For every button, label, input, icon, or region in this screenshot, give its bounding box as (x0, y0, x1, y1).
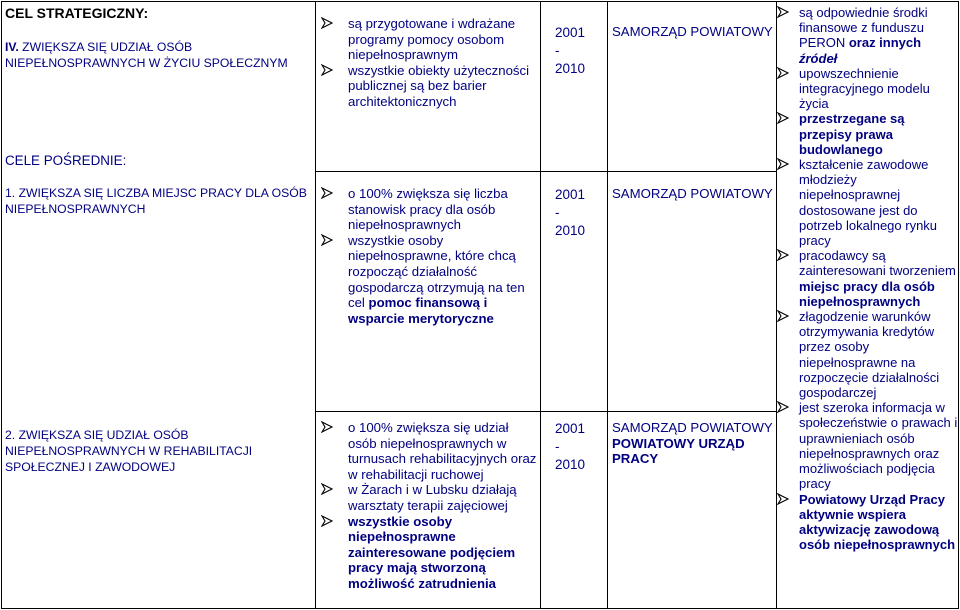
period (541, 420, 607, 474)
indicator-text: pomoc finansową i wsparcie merytoryczne (348, 295, 494, 326)
row-1-dates (541, 2, 608, 172)
row-3-responsible (608, 412, 777, 609)
indicator-text: wszystkie osoby niepełnosprawne, które chcą rozpocząć działalność gospodarczą otrzymują na ten cel (348, 232, 525, 311)
row-3-indicators (316, 412, 541, 609)
indicator-item (316, 233, 540, 327)
assumption-text: upowszechnienie integracyjnego modelu życia (799, 65, 930, 112)
assumption-text: przestrzegane są przepisy prawa budowlanego (799, 111, 905, 157)
responsible-entity (608, 186, 776, 202)
strategic-goal-number: IV. (5, 40, 19, 54)
indicator-item (316, 514, 540, 592)
assumption-text: są odpowiednie środki finansowe z funduszu PERON (799, 5, 928, 51)
assumption-text: złagodzenie warunków otrzymywania kredytów przez osoby niepełnosprawne na rozpoczęcie działalności gospodarczej (799, 309, 940, 401)
responsible-entity-name: SAMORZĄD POWIATOWY (612, 420, 773, 435)
row-3-dates (541, 412, 608, 609)
assumption-item (777, 66, 958, 112)
arrowhead-bullet-icon (321, 515, 333, 527)
assumption-text: kształcenie zawodowe młodzieży niepełnosprawnej dostosowane jest do potrzeb lokalnego rynku pracy (799, 157, 938, 249)
arrowhead-bullet-icon (321, 64, 333, 76)
assumption-item (777, 492, 958, 553)
row-1-responsible (608, 2, 777, 172)
indicator-item (316, 16, 540, 63)
assumption-text: źródeł (799, 50, 838, 66)
arrowhead-bullet-icon (777, 493, 789, 505)
indicator-text: wszystkie osoby niepełnosprawne zainteresowane podjęciem pracy mają stworzoną możliwość zatrudnienia (348, 513, 516, 591)
indicator-item (316, 63, 540, 110)
goals-column (2, 2, 316, 609)
indicator-list (316, 186, 540, 326)
assumption-item (777, 400, 958, 491)
period-start: 2001 (555, 421, 586, 436)
arrowhead-bullet-icon (321, 483, 333, 495)
assumption-item (777, 309, 958, 400)
indicator-list (316, 420, 540, 592)
goal-1-text: ZWIĘKSZA SIĘ LICZBA MIEJSC PRACY DLA OSÓB NIEPEŁNOSPRAWNYCH (5, 186, 307, 216)
arrowhead-bullet-icon (777, 6, 789, 18)
intermediate-goal-1 (5, 185, 312, 217)
period-end: 2010 (555, 61, 586, 76)
assumption-text: jest szeroka informacja w społeczeństwie o prawach i uprawnieniach osób niepełnosprawnych oraz możliwościach podjęcia pracy (799, 400, 958, 492)
indicator-text: są przygotowane i wdrażane programy pomocy osobom niepełnosprawnym (348, 16, 516, 63)
assumption-item (777, 157, 958, 248)
row-1-indicators (316, 2, 541, 172)
period-end: 2010 (555, 457, 586, 472)
indicator-text: o 100% zwiększa się udział osób niepełnosprawnych w turnusach rehabilitacyjnych oraz w rehabilitacji ruchowej (348, 420, 537, 482)
arrowhead-bullet-icon (777, 310, 789, 322)
responsible-entity (608, 24, 776, 40)
indicator-text: wszystkie obiekty użyteczności publicznej są bez barier architektonicznych (348, 62, 530, 109)
strategic-goal-heading: CEL STRATEGICZNY: (5, 5, 149, 21)
intermediate-goals-heading: CELE POŚREDNIE: (5, 153, 127, 168)
responsible-entity-name: SAMORZĄD POWIATOWY (612, 186, 773, 201)
assumptions-column (777, 2, 959, 609)
assumptions-list (777, 5, 958, 552)
arrowhead-bullet-icon (777, 112, 789, 124)
assumption-text: miejsc pracy dla osób niepełnosprawnych (799, 278, 935, 309)
assumption-text: pracodawcy są zainteresowani tworzeniem (799, 248, 956, 279)
arrowhead-bullet-icon (321, 234, 333, 246)
arrowhead-bullet-icon (777, 249, 789, 261)
assumption-item (777, 248, 958, 309)
indicator-item (316, 420, 540, 482)
indicator-item (316, 186, 540, 233)
row-2-indicators (316, 172, 541, 412)
period (541, 186, 607, 240)
strategic-goal (5, 39, 312, 71)
arrowhead-bullet-icon (321, 17, 333, 29)
period-separator: - (555, 205, 560, 220)
assumption-item (777, 5, 958, 66)
assumption-item (777, 111, 958, 157)
indicator-text: o 100% zwiększa się liczba stanowisk pracy dla osób niepełnosprawnych (348, 186, 508, 233)
responsible-entity-name: POWIATOWY URZĄD PRACY (612, 435, 745, 467)
responsible-entity (608, 420, 776, 467)
arrowhead-bullet-icon (321, 187, 333, 199)
goal-2-number: 2. (5, 428, 16, 442)
row-2-responsible (608, 172, 777, 412)
indicator-text: w Żarach i w Lubsku działają warsztaty terapii zajęciowej (348, 482, 517, 513)
arrowhead-bullet-icon (321, 421, 333, 433)
period-separator: - (555, 439, 560, 454)
period-separator: - (555, 43, 560, 58)
period-start: 2001 (555, 25, 586, 40)
assumption-text: Powiatowy Urząd Pracy aktywnie wspiera aktywizację zawodową osób niepełnosprawnych (799, 491, 956, 553)
assumption-text: oraz innych (848, 35, 922, 51)
period (541, 24, 607, 78)
row-2-dates (541, 172, 608, 412)
arrowhead-bullet-icon (777, 158, 789, 170)
goal-2-text: ZWIĘKSZA SIĘ UDZIAŁ OSÓB NIEPEŁNOSPRAWNYCH W REHABILITACJI SPOŁECZNEJ I ZAWODOWEJ (5, 428, 253, 474)
intermediate-goal-2 (5, 427, 312, 475)
indicator-item (316, 482, 540, 513)
arrowhead-bullet-icon (777, 401, 789, 413)
strategic-goal-text: ZWIĘKSZA SIĘ UDZIAŁ OSÓB NIEPEŁNOSPRAWNYCH W ŻYCIU SPOŁECZNYM (5, 40, 288, 70)
indicator-list (316, 16, 540, 110)
period-start: 2001 (555, 187, 586, 202)
strategy-table (1, 1, 959, 609)
period-end: 2010 (555, 223, 586, 238)
arrowhead-bullet-icon (777, 67, 789, 79)
goal-1-number: 1. (5, 186, 16, 200)
responsible-entity-name: SAMORZĄD POWIATOWY (612, 24, 773, 39)
